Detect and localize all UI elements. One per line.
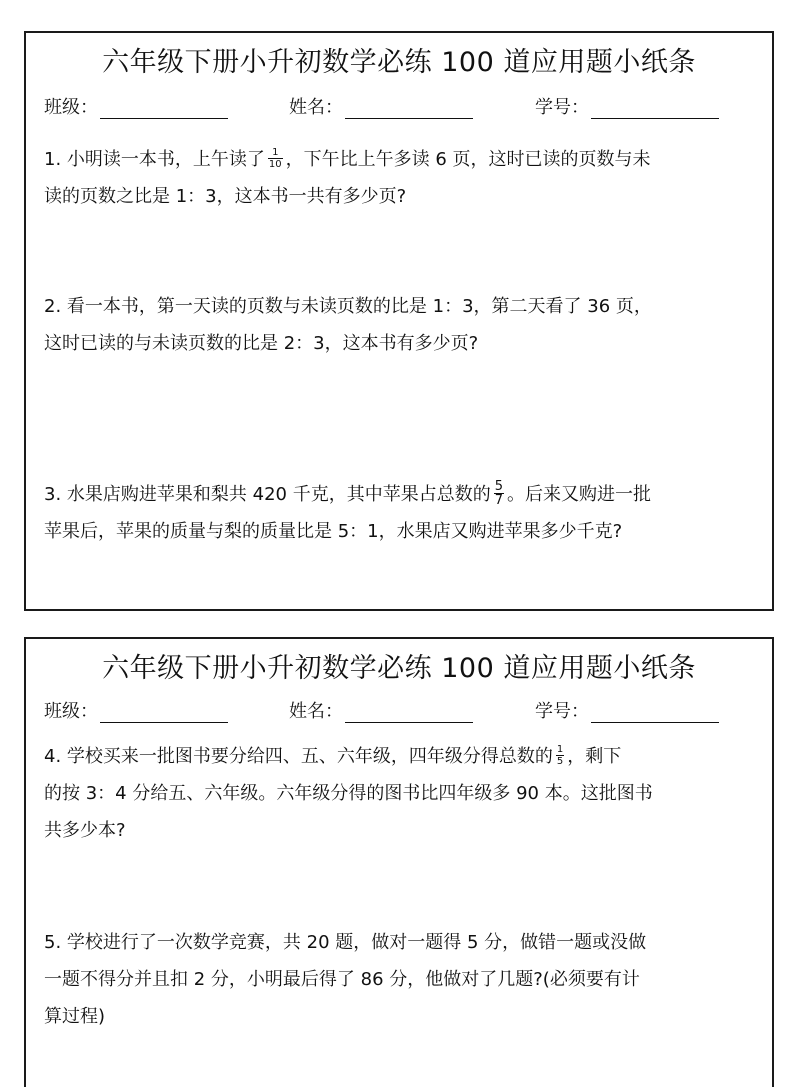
worksheet-title: 六年级下册小升初数学必练 100 道应用题小纸条 (102, 47, 696, 78)
question-5 (44, 924, 756, 1035)
worksheet-title: 六年级下册小升初数学必练 100 道应用题小纸条 (102, 653, 696, 684)
name-label: 姓名： (289, 97, 343, 118)
question-1 (44, 141, 756, 215)
id-blank[interactable] (591, 702, 719, 723)
fraction-numerator: 1 (268, 147, 283, 159)
fraction-denominator: 7 (494, 492, 503, 508)
id-field (535, 93, 719, 119)
class-label: 班级： (44, 97, 98, 118)
name-blank[interactable] (345, 702, 473, 723)
q3-text-b: 。后来又购进一批 (506, 484, 651, 505)
q4-text-a: 4. 学校买来一批图书要分给四、五、六年级，四年级分得总数的 (44, 746, 553, 767)
q1-text-b: ，下午比上午多读 6 页，这时已读的页数与未 (285, 149, 651, 170)
fraction-numerator: 5 (494, 478, 503, 494)
question-3-line-1 (44, 476, 756, 513)
question-3-line-2: 苹果后，苹果的质量与梨的质量比是 5：1，水果店又购进苹果多少千克? (44, 521, 623, 542)
fraction-1-5 (556, 744, 564, 767)
class-field (44, 697, 228, 723)
fraction-5-7 (494, 480, 504, 507)
class-blank[interactable] (100, 98, 228, 119)
name-blank[interactable] (345, 98, 473, 119)
question-5-line-2: 一题不得分并且扣 2 分，小明最后得了 86 分，他做对了几题?(必须要有计 (44, 969, 640, 990)
name-label: 姓名： (289, 701, 343, 722)
class-label: 班级： (44, 701, 98, 722)
q1-text-a: 1. 小明读一本书，上午读了 (44, 149, 265, 170)
question-1-line-2: 读的页数之比是 1：3，这本书一共有多少页? (44, 186, 407, 207)
worksheet-card-2 (24, 637, 774, 1087)
q3-text-a: 3. 水果店购进苹果和梨共 420 千克，其中苹果占总数的 (44, 484, 491, 505)
class-field (44, 93, 228, 119)
worksheet-card-1 (24, 31, 774, 611)
id-label: 学号： (535, 701, 589, 722)
question-4-line-3: 共多少本? (44, 820, 126, 841)
id-field (535, 697, 719, 723)
student-info-row (26, 93, 772, 123)
question-5-line-1: 5. 学校进行了一次数学竞赛，共 20 题，做对一题得 5 分，做错一题或没做 (44, 932, 647, 953)
question-2 (44, 288, 756, 362)
question-2-line-1: 2. 看一本书，第一天读的页数与未读页数的比是 1：3，第二天看了 36 页， (44, 296, 652, 317)
question-1-line-1 (44, 141, 756, 178)
question-2-line-2: 这时已读的与未读页数的比是 2：3，这本书有多少页? (44, 333, 479, 354)
question-5-line-3: 算过程) (44, 1006, 106, 1027)
fraction-1-10 (268, 147, 283, 170)
q4-text-b: ，剩下 (567, 746, 622, 767)
class-blank[interactable] (100, 702, 228, 723)
name-field (289, 93, 473, 119)
fraction-denominator: 5 (556, 755, 564, 767)
question-4-line-1 (44, 738, 756, 775)
id-blank[interactable] (591, 98, 719, 119)
question-4-line-2: 的按 3：4 分给五、六年级。六年级分得的图书比四年级多 90 本。这批图书 (44, 783, 653, 804)
question-3 (44, 476, 756, 550)
id-label: 学号： (535, 97, 589, 118)
student-info-row (26, 697, 772, 727)
question-4 (44, 738, 756, 849)
fraction-denominator: 10 (268, 158, 282, 170)
name-field (289, 697, 473, 723)
fraction-numerator: 1 (556, 743, 564, 755)
